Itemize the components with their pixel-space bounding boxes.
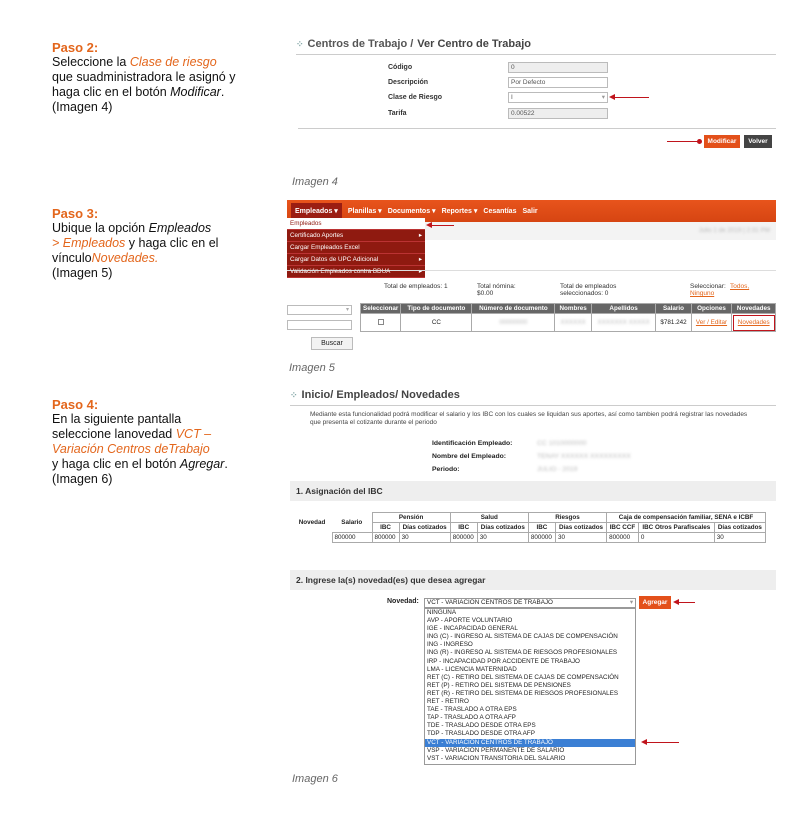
info-label: Periodo: [432,466,460,473]
col-salud: Salud [450,513,528,523]
employee-info [432,437,631,476]
employees-table [360,303,776,332]
date-text: Julio 1 de 2019 | 2:31 PM [698,227,770,234]
image-6-panel [290,389,776,432]
info-row [432,463,631,476]
option-item[interactable]: RET (P) - RETIRO DEL SISTEMA DE PENSIONES [427,681,571,689]
chevron-down-icon: ▾ [601,94,605,101]
col-salario: Salario [656,304,691,314]
info-row [432,450,631,463]
filter-select[interactable] [287,305,352,315]
col-ibc-otros: IBC Otros Parafiscales [638,523,714,533]
option-item[interactable]: VSP - VARIACION PERMANENTE DE SALARIO [427,746,565,754]
col-ibc: IBC [450,523,477,533]
breadcrumb-icon: ⁘ [290,389,298,400]
option-item[interactable]: VCT - VARIACION CENTROS DE TRABAJO [425,739,635,747]
option-item[interactable]: IRP - INCAPACIDAD POR ACCIDENTE DE TRABAJO [427,657,580,665]
novedades-cell [732,314,776,332]
col-nombres: Nombres [555,304,591,314]
menu-label: Certificado Aportes [290,232,344,239]
step-3 [52,206,237,281]
col-seleccionar: Seleccionar [361,304,401,314]
nav-label: Empleados [295,208,333,215]
breadcrumb: Inicio/ Empleados/ Novedades [301,389,460,401]
step-title: Paso 2: [52,40,99,55]
info-label: Identificación Empleado: [432,440,513,447]
total-empleados: Total de empleados: 1 [384,283,448,290]
col-opciones: Opciones [691,304,732,314]
menu-label: Validación Empleados contra BDUA [290,268,391,275]
section-ingrese-novedades: 2. Ingrese la(s) novedad(es) que desea agregar [290,570,776,590]
step-emphasis: Modificar [170,85,221,99]
option-item[interactable]: ING (R) - INGRESO AL SISTEMA DE RIESGOS PROFESIONALES [427,649,618,657]
step-text: Seleccione la [52,55,130,69]
novedad-label: Novedad: [387,598,419,605]
col-numero: Número de documento [472,304,555,314]
row-checkbox-cell [361,314,401,332]
col-riesgos: Riesgos [528,513,606,523]
table-header [361,304,776,314]
step-title: Paso 4: [52,397,99,412]
caption-imagen-6: Imagen 6 [292,773,338,785]
novedades-link[interactable]: Novedades [737,319,770,326]
chevron-down-icon: ▾ [345,307,349,313]
ibc-table [292,512,766,543]
buscar-button[interactable]: Buscar [311,337,353,350]
select-value: VCT - VARIACION CENTROS DE TRABAJO [427,599,553,606]
step-image-ref: (Imagen 6) [52,472,113,486]
row-checkbox[interactable] [378,319,384,325]
option-item[interactable]: TDE - TRASLADO DESDE OTRA EPS [427,722,536,730]
descripcion-input[interactable]: Por Defecto [508,77,608,88]
option-item[interactable]: NINGUNA [427,609,457,616]
modificar-button[interactable]: Modificar [704,135,740,148]
cell-novedad [292,533,332,543]
select-label: Seleccionar: [690,283,726,290]
step-text: Ubique la opción [52,221,149,235]
option-item[interactable]: IGE - INCAPACIDAD GENERAL [427,625,518,633]
step-emphasis: Empleados [148,221,212,235]
chevron-right-icon: ▸ [418,268,422,275]
col-dias: Días cotizados [477,523,528,533]
pointer-arrow [667,141,699,142]
cell-salario: $781.242 [656,314,691,332]
select-all-link[interactable]: Todos, [730,283,750,290]
field-descripcion [388,77,608,88]
option-item[interactable]: ING (C) - INGRESO AL SISTEMA DE CAJAS DE COMPENSACIÓN [427,633,618,641]
divider [298,128,776,129]
option-item[interactable]: TAP - TRASLADO A OTRA AFP [427,714,516,722]
nav-salir[interactable]: Salir [522,207,538,215]
col-novedad: Novedad [298,519,326,526]
step-image-ref: (Imagen 4) [52,100,113,114]
nav-empleados[interactable]: Empleados ▾ [291,203,342,219]
agregar-button[interactable]: Agregar [639,596,671,609]
col-salario: Salario [341,518,363,526]
select-value: I [511,94,513,101]
step-emphasis: Novedades. [91,251,159,265]
option-item[interactable]: AVP - APORTE VOLUNTARIO [427,617,513,625]
info-label: Nombre del Empleado: [432,453,507,460]
option-item[interactable]: ING - INGRESO [427,641,473,649]
pointer-arrow [675,602,695,603]
col-dias: Días cotizados [555,523,606,533]
col-novedades: Novedades [732,304,776,314]
col-ibc: IBC [528,523,555,533]
total-nomina-value: $0.00 [477,290,494,297]
step-text: que suadministradora le asignó y haga clic en el botón [52,70,236,99]
ibc-header-row [292,513,766,523]
ibc-riesgos-input[interactable]: 800000 [528,533,555,543]
step-emphasis: VCT – Variación Centros deTrabajo [52,427,212,456]
option-item[interactable]: RET (C) - RETIRO DEL SISTEMA DE CAJAS DE COMPENSACIÓN [427,673,619,681]
info-value: JULIO - 2019 [537,466,578,473]
table-row [361,314,776,332]
step-text: En la siguiente pantalla seleccione lanovedad [52,412,182,441]
clase-riesgo-select[interactable] [508,92,608,103]
nav-reportes[interactable]: Reportes ▾ [441,208,478,215]
empleados-dropdown [287,218,425,278]
step-emphasis: Agregar [179,457,225,471]
info-value: CC 1010000000 [537,440,587,447]
caption-imagen-4: Imagen 4 [292,176,338,188]
nav-documentos[interactable]: Documentos ▾ [387,208,436,215]
step-text: y haga clic en el botón [52,457,180,471]
nav-planillas[interactable]: Planillas ▾ [347,208,382,215]
intro-text: Mediante esta funcionalidad podrá modificar el salario y los IBC con los cuales se liquidan sus aportes, así como tambien podrá registrar las novedades que presenta el cotizante durante el periodo [310,411,748,426]
nav-label: Planillas [347,208,377,215]
cell-apellidos: XXXXXXX XXXXX [591,314,655,332]
ver-editar-link[interactable]: Ver / Editar [691,314,732,332]
step-text: . [220,85,225,99]
novedad-select[interactable] [424,598,636,608]
divider [287,270,776,282]
col-pension: Pensión [372,513,450,523]
field-label: Código [388,64,413,71]
select-none-link[interactable]: Ninguno [690,290,715,297]
col-apellidos: Apellidos [591,304,655,314]
page-title [290,389,776,401]
field-tarifa [388,108,608,119]
pointer-arrow [611,97,649,98]
dias-salud-input[interactable]: 30 [477,533,528,543]
pointer-arrow [643,742,679,743]
volver-button[interactable]: Volver [744,135,772,148]
ibc-salud-input[interactable]: 800000 [450,533,477,543]
nav-label: Reportes [441,208,472,215]
ibc-pension-input[interactable]: 800000 [372,533,399,543]
step-2 [52,40,237,115]
codigo-input: 0 [508,62,608,73]
cell-salario: 800000 [332,533,372,543]
step-image-ref: (Imagen 5) [52,266,113,280]
dias-caja-input[interactable]: 30 [714,533,765,543]
info-row [432,437,631,450]
nav-cesantias[interactable]: Cesantías [483,207,517,215]
ibc-otros-input[interactable]: 0 [638,533,714,543]
breadcrumb-current: Ver Centro de Trabajo [417,38,531,50]
col-tipo: Tipo de documento [401,304,472,314]
field-label: Descripción [388,79,429,86]
menu-item-certificado[interactable] [287,230,425,242]
nav-label: Documentos [387,208,431,215]
step-text: . [224,457,228,471]
step-title: Paso 3: [52,206,99,221]
ibc-ccf-input[interactable]: 800000 [607,533,639,543]
option-item[interactable]: LMA - LICENCIA MATERNIDAD [427,665,517,673]
option-item[interactable]: TDP - TRASLADO DESDE OTRA AFP [427,730,535,738]
filter-input[interactable] [287,320,352,330]
step-4 [52,397,237,487]
ibc-row [292,533,766,543]
step-emphasis: Clase de riesgo [129,55,217,69]
chevron-right-icon: ▸ [418,256,422,263]
totals-bar [360,283,776,301]
date-bar [425,222,776,240]
menu-item-empleados[interactable]: Empleados [287,218,425,230]
dias-pension-input[interactable]: 30 [399,533,450,543]
field-label: Clase de Riesgo [388,94,443,101]
total-nomina-label: Total nómina: [477,283,516,290]
breadcrumb-section: Centros de Trabajo / [307,38,414,50]
info-value: TENAY XXXXXX XXXXXXXXX [537,453,631,460]
menu-item-cargar-excel[interactable]: Cargar Empleados Excel [287,242,425,254]
pointer-arrow [428,225,454,226]
col-ibc: IBC [372,523,399,533]
cell-nombres: XXXXXX [555,314,591,332]
option-item[interactable]: RET (R) - RETIRO DEL SISTEMA DE RIESGOS PROFESIONALES [427,689,619,697]
novedad-options-list[interactable] [424,608,636,765]
col-dias: Días cotizados [714,523,765,533]
total-seleccionados: Total de empleados seleccionados: 0 [560,283,617,297]
chevron-down-icon: ▾ [629,599,633,606]
field-clase-riesgo [388,92,608,103]
field-codigo [388,62,608,73]
cell-tipo: CC [401,314,472,332]
option-item[interactable]: TAE - TRASLADO A OTRA EPS [427,706,517,714]
col-caja: Caja de compensación familiar, SENA e ICBF [607,513,766,523]
tarifa-input: 0.00522 [508,108,608,119]
breadcrumb-icon: ⁘ [296,38,304,49]
dias-riesgos-input[interactable]: 30 [555,533,606,543]
divider [296,54,776,55]
field-label: Tarifa [388,110,407,117]
col-ibc-ccf: IBC CCF [607,523,639,533]
menu-item-upc[interactable] [287,254,425,266]
cell-numero: 00000000 [472,314,555,332]
caption-imagen-5: Imagen 5 [289,362,335,374]
page-title [296,38,776,50]
section-asignacion-ibc: 1. Asignación del IBC [290,481,776,501]
step-emphasis: > Empleados [52,236,126,250]
option-item[interactable]: RET - RETIRO [427,698,469,706]
option-item[interactable]: VST - VARIACION TRANSITORIA DEL SALARIO [427,754,566,762]
chevron-right-icon: ▸ [418,232,422,239]
col-dias: Días cotizados [399,523,450,533]
step-text: y haga clic en el vínculo [52,236,219,265]
menu-label: Cargar Datos de UPC Adicional [290,256,379,263]
